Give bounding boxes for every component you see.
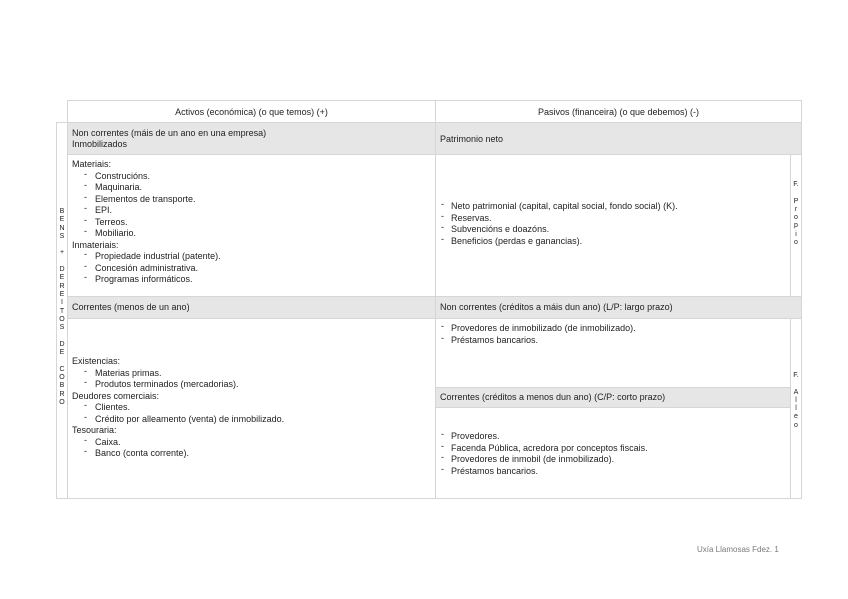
existencias-label: Existencias: bbox=[72, 356, 121, 366]
current-assets-header bbox=[67, 296, 436, 319]
lp-liabilities-body bbox=[435, 318, 791, 388]
noncurrent-title: Non correntes (máis de un ano en una empresa) bbox=[72, 128, 267, 138]
alleo-side-label bbox=[791, 372, 801, 430]
vertical-letter: O bbox=[59, 398, 65, 406]
cp-liabilities-body bbox=[435, 407, 791, 499]
list-item: - Materias primas. bbox=[72, 368, 284, 380]
vertical-letter bbox=[791, 380, 801, 388]
vertical-letter: D bbox=[59, 266, 65, 274]
debedores-label: Deudores comerciais: bbox=[72, 390, 160, 401]
list-item: - Construcións. bbox=[72, 171, 221, 183]
noncurrent-list bbox=[72, 159, 221, 286]
vertical-letter: A bbox=[793, 388, 799, 396]
current-assets-body bbox=[67, 318, 436, 499]
current-list bbox=[72, 356, 284, 460]
list-item: - Reservas. bbox=[440, 213, 678, 225]
vertical-letter: E bbox=[59, 349, 65, 357]
list-item: - Propiedade industrial (patente). bbox=[72, 251, 221, 263]
inmateriais-label: Inmateriais: bbox=[72, 239, 119, 250]
cp-liabilities-list bbox=[440, 431, 648, 477]
vertical-letter: B bbox=[59, 208, 65, 215]
vertical-letter: R bbox=[59, 390, 65, 398]
vertical-letter: E bbox=[59, 290, 65, 298]
list-item: - Subvencións e doazóns. bbox=[440, 224, 678, 236]
equity-body bbox=[435, 154, 791, 297]
noncurrent-assets-header bbox=[67, 122, 436, 155]
materiais-list bbox=[72, 171, 221, 240]
list-item: - Facenda Pública, acredora por conceptos fiscais. bbox=[440, 443, 648, 455]
tesouraria-list bbox=[72, 437, 284, 460]
vertical-letter: r bbox=[794, 205, 798, 213]
list-item: - Elementos de transporte. bbox=[72, 194, 221, 206]
vertical-letter: S bbox=[59, 232, 65, 240]
vertical-letter: E bbox=[59, 274, 65, 282]
header-assets: Activos (económica) (o que temos) (+) bbox=[175, 107, 328, 117]
left-side-label bbox=[57, 208, 67, 407]
list-item: - Concesión administrativa. bbox=[72, 263, 221, 275]
lp-liabilities-header bbox=[435, 296, 802, 319]
vertical-letter: D bbox=[59, 340, 65, 348]
cp-liabilities-header bbox=[435, 387, 791, 408]
lp-liabilities-title: Non correntes (créditos a máis dun ano) (L/P: largo prazo) bbox=[440, 302, 673, 312]
vertical-letter bbox=[57, 357, 67, 365]
vertical-letter: N bbox=[59, 224, 65, 232]
current-title: Correntes (menos de un ano) bbox=[72, 302, 190, 312]
vertical-letter: e bbox=[794, 413, 798, 421]
vertical-letter: P bbox=[793, 197, 799, 205]
vertical-letter: l bbox=[795, 405, 797, 413]
list-item: - Neto patrimonial (capital, capital social, fondo social) (K). bbox=[440, 201, 678, 213]
vertical-letter: i bbox=[795, 230, 797, 238]
list-item: - Clientes. bbox=[72, 402, 284, 414]
list-item: - Terreos. bbox=[72, 217, 221, 229]
header-assets-cell bbox=[67, 100, 436, 123]
vertical-letter: F. bbox=[793, 372, 799, 379]
list-item: - Préstamos bancarios. bbox=[440, 466, 648, 478]
list-item: - Banco (conta corrente). bbox=[72, 448, 284, 460]
vertical-letter: S bbox=[59, 324, 65, 332]
equity-list bbox=[440, 201, 678, 247]
vertical-letter bbox=[57, 258, 67, 266]
cp-liabilities-title: Correntes (créditos a menos dun ano) (C/P: corto prazo) bbox=[440, 392, 666, 402]
existencias-list bbox=[72, 368, 284, 391]
vertical-letter bbox=[57, 241, 67, 249]
list-item: - Mobiliario. bbox=[72, 228, 221, 240]
lp-liabilities-list bbox=[440, 323, 636, 346]
vertical-letter: C bbox=[59, 365, 65, 373]
vertical-letter: I bbox=[61, 299, 63, 307]
inmateriais-list bbox=[72, 251, 221, 286]
list-item: - Programas informáticos. bbox=[72, 274, 221, 286]
vertical-letter: B bbox=[59, 382, 65, 390]
list-item: - Provedores. bbox=[440, 431, 648, 443]
header-liabilities-cell bbox=[435, 100, 802, 123]
vertical-letter: + bbox=[59, 249, 65, 257]
vertical-letter: O bbox=[59, 315, 65, 323]
vertical-letter: R bbox=[59, 282, 65, 290]
list-item: - Beneficios (perdas e ganancias). bbox=[440, 236, 678, 248]
equity-title: Patrimonio neto bbox=[440, 134, 504, 144]
vertical-letter bbox=[791, 189, 801, 197]
vertical-letter: o bbox=[794, 421, 798, 429]
vertical-letter: o bbox=[794, 239, 798, 247]
list-item: - Préstamos bancarios. bbox=[440, 335, 636, 347]
equity-side-label bbox=[791, 181, 801, 247]
noncurrent-assets-body bbox=[67, 154, 436, 297]
vertical-letter: F. bbox=[793, 181, 799, 188]
vertical-letter: p bbox=[794, 222, 798, 230]
vertical-letter: T bbox=[59, 307, 65, 315]
list-item: - EPI. bbox=[72, 205, 221, 217]
debedores-list bbox=[72, 402, 284, 425]
list-item: - Produtos terminados (mercadorias). bbox=[72, 379, 284, 391]
vertical-letter: l bbox=[795, 396, 797, 404]
materiais-label: Materiais: bbox=[72, 159, 112, 169]
vertical-letter: O bbox=[59, 373, 65, 381]
list-item: - Caixa. bbox=[72, 437, 284, 449]
vertical-letter bbox=[57, 332, 67, 340]
footer-author: Uxía Llamosas Fdez. 1 bbox=[697, 545, 779, 554]
tesouraria-label: Tesouraria: bbox=[72, 425, 117, 435]
list-item: - Maquinaria. bbox=[72, 182, 221, 194]
noncurrent-subtitle: Inmobilizados bbox=[72, 139, 128, 149]
vertical-letter: o bbox=[794, 214, 798, 222]
list-item: - Provedores de inmobil (de inmobilizado). bbox=[440, 454, 648, 466]
list-item: - Crédito por alleamento (venta) de inmobilizado. bbox=[72, 414, 284, 426]
header-liabilities: Pasivos (financeira) (o que debemos) (-) bbox=[537, 107, 700, 117]
list-item: - Provedores de inmobilizado (de inmobilizado). bbox=[440, 323, 636, 335]
equity-header bbox=[435, 122, 802, 155]
vertical-letter: E bbox=[59, 216, 65, 224]
